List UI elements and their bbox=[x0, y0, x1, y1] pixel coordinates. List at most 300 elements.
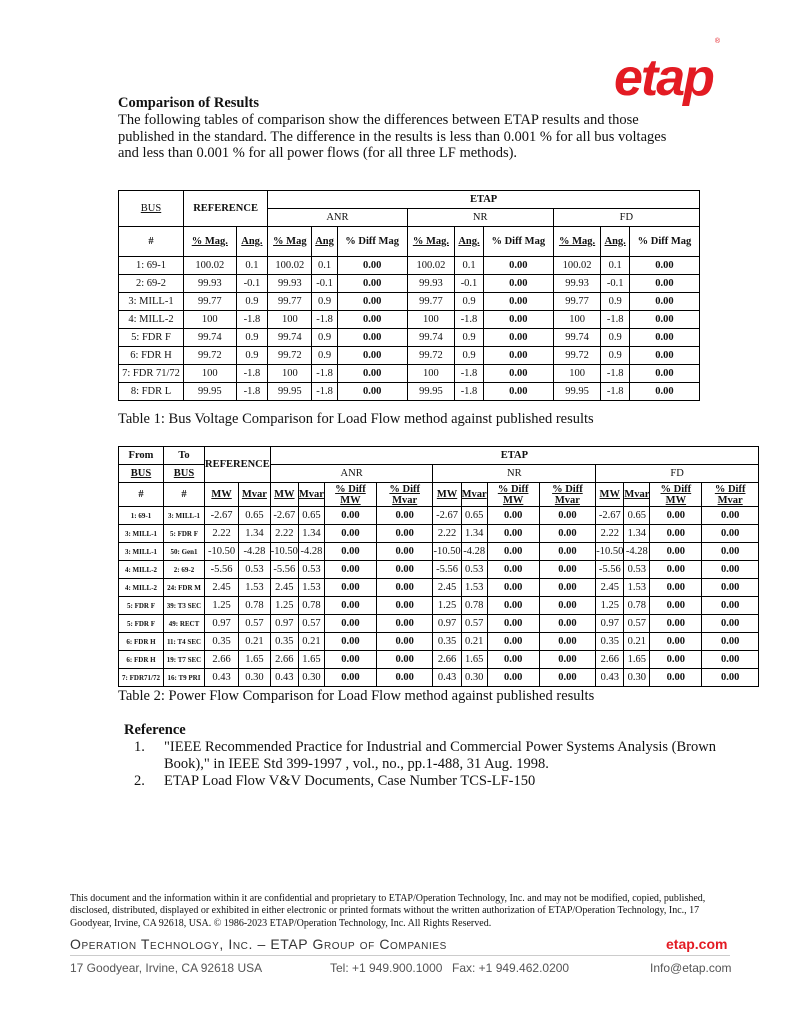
value-cell: 0.53 bbox=[298, 561, 324, 579]
value-cell: 0.57 bbox=[239, 615, 271, 633]
value-cell: 0.00 bbox=[539, 507, 596, 525]
bus-id-cell: 50: Gen1 bbox=[164, 543, 205, 561]
bus-id-cell: 1: 69-1 bbox=[119, 507, 164, 525]
value-cell: 0.00 bbox=[483, 329, 553, 347]
value-cell: 0.00 bbox=[324, 525, 376, 543]
value-cell: 0.43 bbox=[433, 669, 461, 687]
value-cell: 0.53 bbox=[239, 561, 271, 579]
value-cell: 0.00 bbox=[324, 543, 376, 561]
value-cell: -2.67 bbox=[596, 507, 624, 525]
value-cell: -1.8 bbox=[455, 383, 484, 401]
bus-id-cell: 6: FDR H bbox=[119, 347, 184, 365]
value-cell: 0.00 bbox=[539, 561, 596, 579]
value-cell: 99.95 bbox=[553, 383, 601, 401]
bus-id-cell: 24: FDR M bbox=[164, 579, 205, 597]
table-row bbox=[119, 311, 700, 329]
value-cell: 0.9 bbox=[236, 293, 268, 311]
value-cell: 0.9 bbox=[236, 347, 268, 365]
value-cell: 0.00 bbox=[324, 507, 376, 525]
value-cell: 2.45 bbox=[270, 579, 298, 597]
value-cell: 0.21 bbox=[298, 633, 324, 651]
value-cell: 0.00 bbox=[337, 365, 407, 383]
value-cell: 0.00 bbox=[487, 633, 539, 651]
etap-header: ETAP bbox=[270, 447, 758, 465]
value-cell: 1.65 bbox=[461, 651, 487, 669]
value-cell: 0.9 bbox=[312, 329, 337, 347]
value-cell: 0.78 bbox=[239, 597, 271, 615]
value-cell: -5.56 bbox=[596, 561, 624, 579]
value-cell: 0.30 bbox=[624, 669, 650, 687]
footer-divider bbox=[70, 955, 730, 956]
value-cell: 0.30 bbox=[239, 669, 271, 687]
value-cell: 0.00 bbox=[650, 507, 702, 525]
value-cell: 0.00 bbox=[376, 525, 433, 543]
phone-number: Tel: +1 949.900.1000 bbox=[330, 961, 443, 975]
value-cell: 99.95 bbox=[268, 383, 312, 401]
value-cell: 99.72 bbox=[268, 347, 312, 365]
table-row bbox=[119, 633, 759, 651]
value-cell: 0.00 bbox=[324, 615, 376, 633]
bus-id-cell: 4: MILL-2 bbox=[119, 561, 164, 579]
intro-paragraph: The following tables of comparison show the differences between ETAP results and those published in the standard. The difference in the results is less than 0.001 % for all bus voltages and less than 0.001 % for all power flows (for all three LF methods). bbox=[118, 112, 667, 162]
col-col-hash: # bbox=[119, 483, 164, 507]
col-col-hash: # bbox=[164, 483, 205, 507]
col-col-diff-mw: % Diff MW bbox=[487, 483, 539, 507]
value-cell: 0.00 bbox=[337, 257, 407, 275]
table2-caption: Table 2: Power Flow Comparison for Load Flow method against published results bbox=[118, 688, 595, 704]
value-cell: 0.00 bbox=[702, 507, 759, 525]
value-cell: 0.00 bbox=[487, 597, 539, 615]
value-cell: 99.72 bbox=[184, 347, 237, 365]
col-col-diff-mvar: % Diff Mvar bbox=[539, 483, 596, 507]
value-cell: 0.00 bbox=[702, 543, 759, 561]
value-cell: 0.57 bbox=[624, 615, 650, 633]
value-cell: 0.9 bbox=[455, 347, 484, 365]
value-cell: 0.65 bbox=[624, 507, 650, 525]
value-cell: 0.57 bbox=[461, 615, 487, 633]
value-cell: 100 bbox=[553, 365, 601, 383]
value-cell: 0.00 bbox=[487, 615, 539, 633]
value-cell: 99.93 bbox=[553, 275, 601, 293]
value-cell: 2.45 bbox=[433, 579, 461, 597]
method-fd: FD bbox=[553, 209, 699, 227]
value-cell: 0.00 bbox=[650, 597, 702, 615]
value-cell: -1.8 bbox=[312, 311, 337, 329]
etap-logo: etap® bbox=[614, 37, 721, 107]
value-cell: 100.02 bbox=[553, 257, 601, 275]
to-header: To bbox=[164, 447, 205, 465]
value-cell: 2.66 bbox=[205, 651, 239, 669]
bus-id-cell: 8: FDR L bbox=[119, 383, 184, 401]
value-cell: 0.00 bbox=[483, 365, 553, 383]
value-cell: 100 bbox=[184, 365, 237, 383]
email-link[interactable]: Info@etap.com bbox=[650, 961, 732, 975]
reference-number: 2. bbox=[134, 773, 145, 789]
reference-text: "IEEE Recommended Practice for Industrial and Commercial Power Systems Analysis (Brown Book)," in IEEE Std 399-1997 , vol., no., pp.1-488, 31 Aug. 1998. bbox=[164, 739, 716, 772]
value-cell: 2.22 bbox=[205, 525, 239, 543]
value-cell: 0.00 bbox=[376, 561, 433, 579]
value-cell: 0.65 bbox=[298, 507, 324, 525]
value-cell: 0.00 bbox=[376, 543, 433, 561]
value-cell: 0.00 bbox=[539, 525, 596, 543]
value-cell: 0.00 bbox=[650, 543, 702, 561]
value-cell: 0.43 bbox=[205, 669, 239, 687]
col-col-mw: MW bbox=[433, 483, 461, 507]
value-cell: 0.00 bbox=[376, 507, 433, 525]
col-col-mw: MW bbox=[205, 483, 239, 507]
value-cell: 0.21 bbox=[461, 633, 487, 651]
value-cell: 1.53 bbox=[624, 579, 650, 597]
method-fd: FD bbox=[596, 465, 759, 483]
value-cell: 0.1 bbox=[601, 257, 630, 275]
table-row bbox=[119, 275, 700, 293]
col-anr-mag: % Mag bbox=[268, 227, 312, 257]
value-cell: 0.00 bbox=[376, 651, 433, 669]
value-cell: 100.02 bbox=[184, 257, 237, 275]
value-cell: 0.00 bbox=[702, 669, 759, 687]
value-cell: -5.56 bbox=[270, 561, 298, 579]
bus-id-cell: 2: 69-2 bbox=[119, 275, 184, 293]
col-col-diff-mvar: % Diff Mvar bbox=[376, 483, 433, 507]
value-cell: 100.02 bbox=[407, 257, 455, 275]
value-cell: 0.00 bbox=[324, 561, 376, 579]
value-cell: 1.25 bbox=[433, 597, 461, 615]
value-cell: 0.78 bbox=[461, 597, 487, 615]
table-row bbox=[119, 615, 759, 633]
value-cell: 99.93 bbox=[407, 275, 455, 293]
col-col-mvar: Mvar bbox=[298, 483, 324, 507]
value-cell: 0.9 bbox=[455, 329, 484, 347]
website-link[interactable]: etap.com bbox=[666, 936, 728, 952]
value-cell: 0.35 bbox=[596, 633, 624, 651]
value-cell: 100 bbox=[553, 311, 601, 329]
value-cell: 0.65 bbox=[239, 507, 271, 525]
bus-id-cell: 5: FDR F bbox=[164, 525, 205, 543]
fax-number: Fax: +1 949.462.0200 bbox=[452, 961, 570, 975]
bus-id-cell: 39: T3 SEC bbox=[164, 597, 205, 615]
col-ref-mag: % Mag. bbox=[184, 227, 237, 257]
value-cell: 0.00 bbox=[324, 597, 376, 615]
power-flow-table bbox=[118, 446, 759, 687]
value-cell: 0.00 bbox=[324, 579, 376, 597]
value-cell: 0.00 bbox=[650, 561, 702, 579]
value-cell: -1.8 bbox=[312, 383, 337, 401]
value-cell: 0.00 bbox=[539, 579, 596, 597]
value-cell: 0.00 bbox=[539, 651, 596, 669]
value-cell: -10.50 bbox=[205, 543, 239, 561]
value-cell: 2.22 bbox=[596, 525, 624, 543]
table-row bbox=[119, 347, 700, 365]
value-cell: 0.78 bbox=[624, 597, 650, 615]
value-cell: 0.00 bbox=[376, 633, 433, 651]
value-cell: 0.00 bbox=[487, 525, 539, 543]
value-cell: 1.65 bbox=[239, 651, 271, 669]
reference-header: REFERENCE bbox=[184, 191, 268, 227]
value-cell: 0.53 bbox=[624, 561, 650, 579]
col-col-mw: MW bbox=[596, 483, 624, 507]
table-row bbox=[119, 561, 759, 579]
value-cell: 99.95 bbox=[184, 383, 237, 401]
col-nr-ang: Ang. bbox=[455, 227, 484, 257]
value-cell: 100 bbox=[184, 311, 237, 329]
value-cell: 0.00 bbox=[539, 633, 596, 651]
value-cell: 0.00 bbox=[324, 633, 376, 651]
value-cell: 99.74 bbox=[553, 329, 601, 347]
reference-item bbox=[134, 773, 734, 790]
value-cell: 0.9 bbox=[601, 329, 630, 347]
value-cell: 0.00 bbox=[376, 597, 433, 615]
value-cell: 0.00 bbox=[702, 615, 759, 633]
value-cell: 0.57 bbox=[298, 615, 324, 633]
reference-number: 1. bbox=[134, 739, 145, 755]
value-cell: 100 bbox=[407, 365, 455, 383]
value-cell: 0.43 bbox=[596, 669, 624, 687]
value-cell: 0.00 bbox=[650, 525, 702, 543]
value-cell: 0.9 bbox=[236, 329, 268, 347]
value-cell: 99.77 bbox=[268, 293, 312, 311]
value-cell: 0.00 bbox=[629, 383, 699, 401]
value-cell: -4.28 bbox=[461, 543, 487, 561]
reference-list bbox=[134, 739, 734, 790]
value-cell: 100 bbox=[268, 311, 312, 329]
value-cell: 0.00 bbox=[650, 579, 702, 597]
bus-id-cell: 4: MILL-2 bbox=[119, 311, 184, 329]
value-cell: 0.9 bbox=[601, 293, 630, 311]
value-cell: 0.21 bbox=[624, 633, 650, 651]
value-cell: 0.00 bbox=[337, 293, 407, 311]
company-name: Operation Technology, Inc. – ETAP Group of Companies bbox=[70, 936, 447, 952]
col-anr-ang: Ang bbox=[312, 227, 337, 257]
bus-id-cell: 7: FDR 71/72 bbox=[119, 365, 184, 383]
value-cell: 0.9 bbox=[312, 293, 337, 311]
value-cell: 0.9 bbox=[312, 347, 337, 365]
value-cell: 0.00 bbox=[337, 383, 407, 401]
bus-id-cell: 3: MILL-1 bbox=[119, 543, 164, 561]
value-cell: 0.00 bbox=[483, 293, 553, 311]
value-cell: -4.28 bbox=[298, 543, 324, 561]
value-cell: 99.77 bbox=[553, 293, 601, 311]
value-cell: 0.43 bbox=[270, 669, 298, 687]
bus-id-cell: 6: FDR H bbox=[119, 633, 164, 651]
value-cell: 100.02 bbox=[268, 257, 312, 275]
value-cell: 1.34 bbox=[298, 525, 324, 543]
value-cell: 0.00 bbox=[337, 347, 407, 365]
company-address: 17 Goodyear, Irvine, CA 92618 USA bbox=[70, 961, 263, 975]
value-cell: 1.25 bbox=[205, 597, 239, 615]
value-cell: -0.1 bbox=[236, 275, 268, 293]
value-cell: 0.00 bbox=[629, 365, 699, 383]
value-cell: 0.00 bbox=[337, 329, 407, 347]
col-col-diff-mw: % Diff MW bbox=[324, 483, 376, 507]
value-cell: 1.25 bbox=[270, 597, 298, 615]
table-row bbox=[119, 525, 759, 543]
value-cell: -2.67 bbox=[270, 507, 298, 525]
value-cell: 0.00 bbox=[539, 615, 596, 633]
bus-id-cell: 1: 69-1 bbox=[119, 257, 184, 275]
value-cell: 0.00 bbox=[324, 651, 376, 669]
value-cell: 1.53 bbox=[461, 579, 487, 597]
value-cell: 99.74 bbox=[184, 329, 237, 347]
value-cell: 0.65 bbox=[461, 507, 487, 525]
reference-text: ETAP Load Flow V&V Documents, Case Number TCS-LF-150 bbox=[164, 773, 536, 789]
table-row bbox=[119, 329, 700, 347]
etap-header: ETAP bbox=[268, 191, 700, 209]
value-cell: 99.77 bbox=[184, 293, 237, 311]
value-cell: 99.74 bbox=[407, 329, 455, 347]
table-row bbox=[119, 597, 759, 615]
value-cell: 0.00 bbox=[483, 347, 553, 365]
value-cell: 0.00 bbox=[650, 651, 702, 669]
value-cell: 0.78 bbox=[298, 597, 324, 615]
value-cell: 2.66 bbox=[433, 651, 461, 669]
value-cell: 0.00 bbox=[629, 257, 699, 275]
table-row bbox=[119, 579, 759, 597]
value-cell: -1.8 bbox=[601, 383, 630, 401]
from-bus-label: BUS bbox=[119, 465, 164, 483]
value-cell: 0.97 bbox=[596, 615, 624, 633]
value-cell: 0.9 bbox=[601, 347, 630, 365]
value-cell: 0.00 bbox=[483, 311, 553, 329]
value-cell: 2.66 bbox=[596, 651, 624, 669]
reference-header: REFERENCE bbox=[205, 447, 271, 483]
col-col-mvar: Mvar bbox=[624, 483, 650, 507]
value-cell: 0.97 bbox=[433, 615, 461, 633]
confidentiality-disclaimer: This document and the information within it are confidential and proprietary to ETAP/Operation Technology, Inc. and may not be modified, copied, published, disclosed, distributed, displayed or exhibited in either electronic or printed formats without the written authorization of ETAP/Operation Technology, Inc., 17 Goodyear, Irvine, CA 92618, USA. © 1986-2023 ETAP/Operation Technology, Inc. All Rights Reserved. bbox=[70, 893, 706, 929]
value-cell: 0.00 bbox=[376, 669, 433, 687]
bus-id-cell: 6: FDR H bbox=[119, 651, 164, 669]
value-cell: -2.67 bbox=[205, 507, 239, 525]
value-cell: 1.34 bbox=[461, 525, 487, 543]
value-cell: 2.45 bbox=[205, 579, 239, 597]
value-cell: 0.00 bbox=[487, 561, 539, 579]
value-cell: 0.30 bbox=[461, 669, 487, 687]
value-cell: 0.97 bbox=[270, 615, 298, 633]
value-cell: -1.8 bbox=[312, 365, 337, 383]
value-cell: 0.00 bbox=[483, 383, 553, 401]
table-row bbox=[119, 383, 700, 401]
bus-id-cell: 5: FDR F bbox=[119, 329, 184, 347]
value-cell: 99.72 bbox=[407, 347, 455, 365]
bus-id-cell: 19: T7 SEC bbox=[164, 651, 205, 669]
col-nr-diff: % Diff Mag bbox=[483, 227, 553, 257]
value-cell: -1.8 bbox=[455, 365, 484, 383]
value-cell: 0.21 bbox=[239, 633, 271, 651]
value-cell: 0.35 bbox=[433, 633, 461, 651]
value-cell: 0.00 bbox=[337, 311, 407, 329]
value-cell: -1.8 bbox=[455, 311, 484, 329]
section-title: Comparison of Results bbox=[118, 95, 259, 111]
from-header: From bbox=[119, 447, 164, 465]
value-cell: 0.1 bbox=[236, 257, 268, 275]
value-cell: 0.00 bbox=[629, 293, 699, 311]
value-cell: 0.53 bbox=[461, 561, 487, 579]
value-cell: 0.00 bbox=[487, 669, 539, 687]
value-cell: 2.66 bbox=[270, 651, 298, 669]
value-cell: 2.22 bbox=[433, 525, 461, 543]
value-cell: 0.00 bbox=[539, 543, 596, 561]
col-anr-diff: % Diff Mag bbox=[337, 227, 407, 257]
value-cell: 0.00 bbox=[650, 633, 702, 651]
col-col-mw: MW bbox=[270, 483, 298, 507]
value-cell: -0.1 bbox=[455, 275, 484, 293]
bus-id-cell: 3: MILL-1 bbox=[119, 293, 184, 311]
value-cell: 0.35 bbox=[205, 633, 239, 651]
value-cell: 1.25 bbox=[596, 597, 624, 615]
table-row bbox=[119, 293, 700, 311]
value-cell: -0.1 bbox=[601, 275, 630, 293]
method-anr: ANR bbox=[268, 209, 407, 227]
table-row bbox=[119, 651, 759, 669]
value-cell: 1.34 bbox=[239, 525, 271, 543]
col-col-diff-mvar: % Diff Mvar bbox=[702, 483, 759, 507]
bus-id-cell: 7: FDR71/72 bbox=[119, 669, 164, 687]
value-cell: 0.00 bbox=[487, 651, 539, 669]
bus-id-cell: 2: 69-2 bbox=[164, 561, 205, 579]
value-cell: 1.34 bbox=[624, 525, 650, 543]
value-cell: 0.9 bbox=[455, 293, 484, 311]
col-fd-mag: % Mag. bbox=[553, 227, 601, 257]
value-cell: 0.00 bbox=[539, 669, 596, 687]
value-cell: 0.00 bbox=[376, 579, 433, 597]
value-cell: 99.95 bbox=[407, 383, 455, 401]
value-cell: 0.00 bbox=[702, 633, 759, 651]
bus-id-cell: 49: RECT bbox=[164, 615, 205, 633]
value-cell: 1.65 bbox=[298, 651, 324, 669]
value-cell: -5.56 bbox=[433, 561, 461, 579]
value-cell: 0.00 bbox=[487, 507, 539, 525]
value-cell: 99.77 bbox=[407, 293, 455, 311]
value-cell: 100 bbox=[268, 365, 312, 383]
value-cell: 0.00 bbox=[376, 615, 433, 633]
value-cell: 2.22 bbox=[270, 525, 298, 543]
value-cell: 0.00 bbox=[702, 525, 759, 543]
value-cell: 0.00 bbox=[629, 311, 699, 329]
value-cell: -10.50 bbox=[270, 543, 298, 561]
reference-title: Reference bbox=[124, 722, 186, 738]
value-cell: 0.00 bbox=[650, 669, 702, 687]
value-cell: -4.28 bbox=[239, 543, 271, 561]
value-cell: -2.67 bbox=[433, 507, 461, 525]
table1-caption: Table 1: Bus Voltage Comparison for Load Flow method against published results bbox=[118, 411, 594, 427]
value-cell: 0.00 bbox=[702, 579, 759, 597]
bus-id-cell: 16: T9 PRI bbox=[164, 669, 205, 687]
value-cell: 1.53 bbox=[239, 579, 271, 597]
value-cell: -10.50 bbox=[433, 543, 461, 561]
value-cell: 0.00 bbox=[337, 275, 407, 293]
value-cell: 100 bbox=[407, 311, 455, 329]
value-cell: -1.8 bbox=[236, 311, 268, 329]
col-col-mvar: Mvar bbox=[461, 483, 487, 507]
table-row bbox=[119, 257, 700, 275]
bus-header: BUS bbox=[119, 191, 184, 227]
table-row bbox=[119, 669, 759, 687]
value-cell: 1.53 bbox=[298, 579, 324, 597]
col-fd-ang: Ang. bbox=[601, 227, 630, 257]
value-cell: 1.65 bbox=[624, 651, 650, 669]
value-cell: 0.00 bbox=[702, 651, 759, 669]
reference-item bbox=[134, 739, 734, 773]
value-cell: 0.00 bbox=[702, 597, 759, 615]
method-nr: NR bbox=[407, 209, 553, 227]
value-cell: 0.00 bbox=[483, 275, 553, 293]
col-nr-mag: % Mag. bbox=[407, 227, 455, 257]
table-row bbox=[119, 543, 759, 561]
value-cell: 0.00 bbox=[629, 275, 699, 293]
value-cell: 0.00 bbox=[702, 561, 759, 579]
value-cell: 99.93 bbox=[184, 275, 237, 293]
value-cell: -1.8 bbox=[236, 383, 268, 401]
bus-id-cell: 4: MILL-2 bbox=[119, 579, 164, 597]
